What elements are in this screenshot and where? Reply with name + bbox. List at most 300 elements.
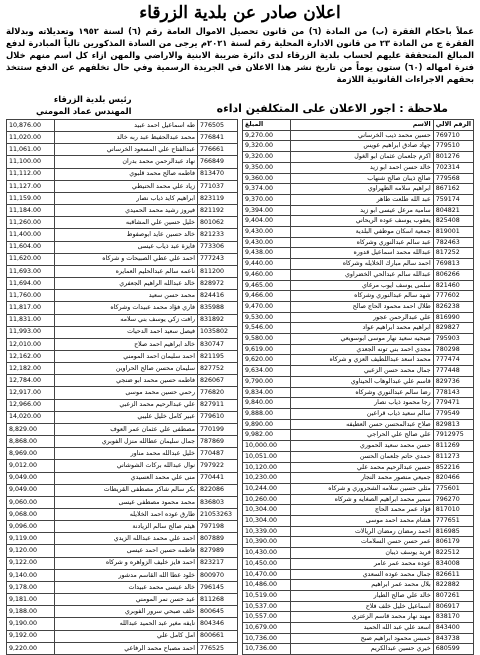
table-row <box>7 581 238 593</box>
table-row <box>7 192 238 204</box>
cell-amount: 11,100.00 <box>7 156 55 168</box>
cell-amount: 9,619.00 <box>243 344 291 355</box>
cell-id: 825408 <box>433 216 473 227</box>
cell-amount: 12,966.00 <box>7 399 55 411</box>
cell-name: ابراهيم كايد ذياب نصار <box>55 192 198 204</box>
cell-id: 777243 <box>198 253 238 265</box>
cell-name: عمر حسن حسن السلامات <box>291 537 434 548</box>
table-row <box>243 280 474 291</box>
cell-id: 776525 <box>198 642 238 654</box>
cell-name: نهاد عبدالرحمن محمد بدران <box>55 156 198 168</box>
cell-amount: 11,620.00 <box>7 253 55 265</box>
table-row <box>243 601 474 612</box>
right-table <box>242 119 474 655</box>
cell-name: فيروز رشيد محمد الحميدي <box>55 205 198 217</box>
cell-amount: 9,012.00 <box>7 460 55 472</box>
cell-name: نوال عبدالله بركات الشوشاني <box>55 460 198 472</box>
table-row <box>7 423 238 435</box>
cell-name: رافت زكي يوسف بني سلامه <box>55 314 198 326</box>
cell-amount: 10,450.00 <box>243 558 291 569</box>
cell-name: علي عبدالرحيم محمد الزعبي <box>55 399 198 411</box>
cell-id: 817252 <box>433 248 473 259</box>
cell-amount: 9,580.00 <box>243 334 291 345</box>
cell-amount: 11,159.00 <box>7 192 55 204</box>
table-row <box>243 301 474 312</box>
table-row <box>7 265 238 277</box>
cell-id: 836803 <box>198 496 238 508</box>
cell-name: عبد الله طلعت طاهر <box>291 194 434 205</box>
cell-amount: 9,465.00 <box>243 280 291 291</box>
cell-id: 813470 <box>198 168 238 180</box>
cell-id: 770441 <box>198 472 238 484</box>
cell-amount: 14,020.00 <box>7 411 55 423</box>
cell-amount: 9,404.00 <box>243 216 291 227</box>
cell-id: 795903 <box>433 334 473 345</box>
signature-block <box>6 93 132 117</box>
cell-name: علي عبدالرحمن عجور <box>291 312 434 323</box>
cell-amount: 9,122.00 <box>7 557 55 569</box>
table-header-row <box>243 120 474 131</box>
cell-amount: 9,320.00 <box>243 152 291 163</box>
table-row <box>243 162 474 173</box>
cell-id: 776661 <box>198 144 238 156</box>
cell-id: 829827 <box>433 323 473 334</box>
table-row <box>243 334 474 345</box>
cell-amount: 9,120.00 <box>7 545 55 557</box>
cell-id: 811200 <box>198 265 238 277</box>
cell-id: 782463 <box>433 237 473 248</box>
cell-id: 811269 <box>433 441 473 452</box>
cell-name: فاطمه حسين احمد عيسى <box>55 545 198 557</box>
cell-name: رجا محمود ذياب نصار <box>291 398 434 409</box>
cell-amount: 9,438.00 <box>243 248 291 259</box>
cell-amount: 10,679.00 <box>243 623 291 634</box>
table-row <box>243 430 474 441</box>
cell-id: 826611 <box>433 569 473 580</box>
cell-amount: 11,993.00 <box>7 326 55 338</box>
table-row <box>7 338 238 350</box>
cell-id: 21053263 <box>198 509 238 521</box>
cell-name: خليل حسين علي المشاقبه <box>55 217 198 229</box>
cell-id: 800645 <box>198 606 238 618</box>
cell-name: رحمي حسين محمد موسى <box>55 387 198 399</box>
table-row <box>243 344 474 355</box>
cell-id: 817010 <box>433 505 473 516</box>
table-row <box>243 227 474 238</box>
table-row <box>7 606 238 618</box>
table-row <box>7 521 238 533</box>
table-row <box>243 141 474 152</box>
cell-name: اكرم جلعمان عثمان ابو الغول <box>291 152 434 163</box>
cell-amount: 10,430.00 <box>243 548 291 559</box>
cell-name: علي صالح علي الحراجي <box>291 430 434 441</box>
cell-name: فايزة عبد ذياب عيسى <box>55 241 198 253</box>
cell-amount: 11,400.00 <box>7 229 55 241</box>
cell-id: 773306 <box>198 241 238 253</box>
cell-name: مصطفى علي عثمان عمر العوف <box>55 423 198 435</box>
table-row <box>7 618 238 630</box>
table-row <box>7 168 238 180</box>
cell-amount: 10,736.00 <box>243 644 291 655</box>
cell-name: خالد عيسى محمد عبيدات <box>55 581 198 593</box>
cell-id: 804821 <box>433 205 473 216</box>
cell-name: عبدالفتاح علي المسعود الخرساني <box>55 144 198 156</box>
cell-id: 776505 <box>198 120 238 132</box>
cell-amount: 9,620.00 <box>243 355 291 366</box>
cell-amount: 9,470.00 <box>243 301 291 312</box>
cell-name: عبير كامل خليل عليبي <box>55 411 198 423</box>
cell-amount: 9,546.00 <box>243 323 291 334</box>
cell-id: 702314 <box>433 162 473 173</box>
cell-id: 777602 <box>433 291 473 302</box>
cell-id: 1035802 <box>198 326 238 338</box>
table-row <box>243 366 474 377</box>
cell-name: صالح ذيبان صالح شنهاب <box>291 173 434 184</box>
cell-name: حسن محمد سعيد الحموري <box>291 441 434 452</box>
cell-id: 826067 <box>198 375 238 387</box>
cell-id: 827989 <box>198 545 238 557</box>
cell-amount: 11,020.00 <box>7 132 55 144</box>
cell-name: امل كامل علي <box>55 630 198 642</box>
cell-amount: 10,000.00 <box>243 441 291 452</box>
cell-amount: 9,270.00 <box>243 130 291 141</box>
table-row <box>243 248 474 259</box>
cell-id: 827911 <box>198 399 238 411</box>
cell-amount: 9,890.00 <box>243 419 291 430</box>
table-row <box>7 460 238 472</box>
cell-name: فاري فؤاد محمد عبيدات وشركاه <box>55 302 198 314</box>
table-row <box>7 326 238 338</box>
cell-id: 811273 <box>433 451 473 462</box>
left-table-body <box>7 120 238 655</box>
table-row <box>243 323 474 334</box>
cell-amount: 9,096.00 <box>7 521 55 533</box>
left-table <box>6 119 238 655</box>
table-row <box>243 483 474 494</box>
table-row <box>243 398 474 409</box>
cell-name: محمد عبدالحفيظ عبد ربه خالد <box>55 132 198 144</box>
cell-id: 823217 <box>198 557 238 569</box>
cell-id: 811268 <box>198 594 238 606</box>
cell-id: 797198 <box>198 521 238 533</box>
cell-id: 766849 <box>198 156 238 168</box>
cell-name: خالد علي صالح الطيار <box>291 590 434 601</box>
cell-id: 821460 <box>433 280 473 291</box>
cell-name: احمد علي عطي الصبيحات و شركاه <box>55 253 198 265</box>
table-row <box>243 494 474 505</box>
cell-amount: 9,220.00 <box>7 642 55 654</box>
table-row <box>243 462 474 473</box>
cell-name: منى علي محمد العسيدي <box>55 472 198 484</box>
cell-id: 777474 <box>433 355 473 366</box>
table-row <box>7 642 238 654</box>
table-row <box>7 241 238 253</box>
cell-amount: 12,784.00 <box>7 375 55 387</box>
table-row <box>7 496 238 508</box>
cell-name: عبد سالم عبدالنوري وشركاه <box>291 237 434 248</box>
cell-name: زياد علي محمد الحنيطي <box>55 180 198 192</box>
cell-id: 806179 <box>433 537 473 548</box>
cell-amount: 9,466.00 <box>243 291 291 302</box>
cell-amount: 9,320.00 <box>243 141 291 152</box>
cell-id: 779568 <box>433 173 473 184</box>
cell-amount: 12,162.00 <box>7 350 55 362</box>
table-row <box>243 451 474 462</box>
table-row <box>243 633 474 644</box>
cell-id: 778143 <box>433 387 473 398</box>
table-row <box>7 411 238 423</box>
cell-id: 822086 <box>198 484 238 496</box>
cell-amount: 9,140.00 <box>7 569 55 581</box>
cell-id: 824416 <box>198 290 238 302</box>
cell-amount: 9,460.00 <box>243 269 291 280</box>
cell-name: طلال احمد محمود الحاج صالح <box>291 301 434 312</box>
cell-id: 777651 <box>433 516 473 527</box>
cell-amount: 10,244.00 <box>243 483 291 494</box>
cell-name: خالد حسن احمد ابو زيد <box>291 162 434 173</box>
cell-name: جمال سليمان عطالله منزل الفوبري <box>55 436 198 448</box>
cell-id: 828972 <box>198 278 238 290</box>
notice-body: عملاً باحكام الفقرة (ب) من المادة (٦) من قانون تحصيل الاموال العامة رقم (٦) لسنة ١٩٥٢ وتعديلاته وبدلالة الفقرة ج من المادة ٢٣ من قانون الادارة المحلية رقم لسنة ٢٠٢١م يرجى من السادة المذكورين تالياً المبادرة لدفع المبالغ المتحققة عليهم لحساب بلدية الزرقاء لدى دائرة ضريبة الابنية والاراضي والمهن ازاء كل اسم منهم خلال فترة امهاله (٦٠) ستون يوماً من تاريخ نشر هذا الاعلان في الجريدة الرسمية وفي حال تخلفهم عن الدفع ستتخذ بحقهم الاجراءات القانونية اللازمة <box>6 26 475 84</box>
cell-amount: 9,530.00 <box>243 312 291 323</box>
cell-name: ابراهيم محمد ابراهيم عواد <box>291 323 434 334</box>
cell-name: طه اسماعيل احمد عبيد <box>55 120 198 132</box>
cell-amount: 10,537.00 <box>243 601 291 612</box>
table-row <box>7 569 238 581</box>
cell-amount: 10,051.00 <box>243 451 291 462</box>
cell-id: 777448 <box>433 366 473 377</box>
cell-amount: 9,430.00 <box>243 237 291 248</box>
cell-name: فريد يوسف ذيبان <box>291 548 434 559</box>
cell-name: ناعمه سالم عبدالحليم العمايره <box>55 265 198 277</box>
table-row <box>7 205 238 217</box>
cell-amount: 9,119.00 <box>7 533 55 545</box>
table-row <box>7 217 238 229</box>
table-row <box>243 408 474 419</box>
table-row <box>243 580 474 591</box>
cell-id: 770487 <box>198 448 238 460</box>
cell-name: فؤاد عمر محمد الحاج <box>291 505 434 516</box>
cell-id: 852216 <box>433 462 473 473</box>
cell-amount: 11,112.00 <box>7 168 55 180</box>
table-row <box>7 132 238 144</box>
cell-name: مثلي حسين سلامه الشحروري و شركاه <box>291 483 434 494</box>
cell-name: سلمى يوسف ايوب مرغاي <box>291 280 434 291</box>
cell-id: 826238 <box>433 301 473 312</box>
cell-name: حسين عبدالرحيم محمد علي <box>291 462 434 473</box>
table-row <box>7 350 238 362</box>
cell-id: 796145 <box>198 581 238 593</box>
cell-name: خلف صبحي سرور الفوبري <box>55 606 198 618</box>
cell-amount: 10,470.00 <box>243 569 291 580</box>
cell-id: 769710 <box>433 130 473 141</box>
table-row <box>243 312 474 323</box>
cell-id: 843400 <box>433 623 473 634</box>
table-row <box>7 533 238 545</box>
cell-amount: 11,693.00 <box>7 265 55 277</box>
cell-amount: 9,370.00 <box>243 194 291 205</box>
cell-id: 807261 <box>433 590 473 601</box>
cell-amount: 9,181.00 <box>7 594 55 606</box>
cell-name: حمدي حاتم جلعمان الحسن <box>291 451 434 462</box>
cell-amount: 10,876.00 <box>7 120 55 132</box>
cell-name: هيثم صالح سالم الزيادنة <box>55 521 198 533</box>
tables-container <box>6 119 474 655</box>
cell-name: جمال محمد حسن الزعبي <box>291 366 434 377</box>
cell-name: سمير محمد ابراهيم الصغايه و شركاه <box>291 494 434 505</box>
table-row <box>243 441 474 452</box>
cell-name: طارق عوده احمد الخلايله <box>55 509 198 521</box>
cell-amount: 8,829.00 <box>7 423 55 435</box>
cell-id: 801062 <box>198 217 238 229</box>
header-id: الرقم الالي <box>433 120 473 131</box>
table-row <box>243 473 474 484</box>
cell-name: جمال محمد عوده السعدي <box>291 569 434 580</box>
table-row <box>243 537 474 548</box>
table-row <box>243 269 474 280</box>
cell-id: 843738 <box>433 633 473 644</box>
cell-amount: 10,557.00 <box>243 612 291 623</box>
cell-amount: 9,192.00 <box>7 630 55 642</box>
cell-amount: 9,188.00 <box>7 606 55 618</box>
table-row <box>243 376 474 387</box>
cell-amount: 9,840.00 <box>243 398 291 409</box>
cell-amount: 8,969.00 <box>7 448 55 460</box>
cell-id: 838170 <box>433 612 473 623</box>
cell-name: فاطمه حسين محمد ابو ضنجي <box>55 375 198 387</box>
cell-name: عوده محمد عمر عامر <box>291 558 434 569</box>
cell-id: 770199 <box>198 423 238 435</box>
cell-name: رضا سالم عبدالنوري وشركاه <box>291 387 434 398</box>
cell-amount: 9,178.00 <box>7 581 55 593</box>
signature-name: المهندس عماد المومني <box>36 106 132 116</box>
cell-name: ابراهيم سلامه الظهراوي <box>291 184 434 195</box>
cell-id: 800970 <box>198 569 238 581</box>
cell-amount: 10,120.00 <box>243 462 291 473</box>
table-row <box>7 302 238 314</box>
table-row <box>7 253 238 265</box>
cell-name: محمد اسعد عبداللطيف العزي و شركاه <box>291 355 434 366</box>
notice-title: اعلان صادر عن بلدية الزرقاء <box>139 3 341 23</box>
table-row <box>7 557 238 569</box>
table-row <box>7 314 238 326</box>
cell-id: 780298 <box>433 344 473 355</box>
header-name: الاسم <box>291 120 434 131</box>
cell-name: خالد ابراهيم احمد صلاح <box>55 338 198 350</box>
cell-id: 819001 <box>433 227 473 238</box>
table-row <box>7 387 238 399</box>
cell-id: 820466 <box>433 473 473 484</box>
table-row <box>243 130 474 141</box>
cell-name: شهد سالم عبدالنوري وشركاه <box>291 291 434 302</box>
cell-id: 7912975 <box>433 430 473 441</box>
table-row <box>243 259 474 270</box>
cell-name: احمد سليمان احمد المومني <box>55 350 198 362</box>
table-row <box>243 152 474 163</box>
table-row <box>7 375 238 387</box>
table-row <box>243 237 474 248</box>
cell-id: 800661 <box>198 630 238 642</box>
table-row <box>243 194 474 205</box>
cell-id: 831892 <box>198 314 238 326</box>
cell-id: 804346 <box>198 618 238 630</box>
cell-id: 823119 <box>198 192 238 204</box>
cell-id: 779471 <box>433 398 473 409</box>
table-row <box>7 290 238 302</box>
cell-amount: 11,760.00 <box>7 290 55 302</box>
table-row <box>243 644 474 655</box>
cell-id: 779510 <box>433 141 473 152</box>
cell-amount: 9,430.00 <box>243 227 291 238</box>
cell-name: عبدالله سالم عبدالحي الخضراوي <box>291 269 434 280</box>
cell-name: صبحيه سعيد نهار موسى ابوسويعي <box>291 334 434 345</box>
cell-name: حسين محمد ذيب الخرساني <box>291 130 434 141</box>
cell-id: 822882 <box>433 580 473 591</box>
cell-amount: 11,817.00 <box>7 302 55 314</box>
cell-id: 797922 <box>198 460 238 472</box>
cell-amount: 9,360.00 <box>243 173 291 184</box>
cell-name: سامية مرعل عيسى ابو زيد <box>291 205 434 216</box>
cell-name: اسعد علي عبد الله الحميد <box>291 623 434 634</box>
cell-name: مهند نهار محمد قاسم الزعتري <box>291 612 434 623</box>
cell-name: جميعي منصور محمد النجار <box>291 473 434 484</box>
cell-id: 806917 <box>433 601 473 612</box>
table-row <box>7 363 238 375</box>
table-row <box>7 229 238 241</box>
cell-amount: 9,888.00 <box>243 408 291 419</box>
cell-name: خالد عبدالله الراهيم الجعفري <box>55 278 198 290</box>
cell-amount: 11,184.00 <box>7 205 55 217</box>
cell-id: 776841 <box>198 132 238 144</box>
cell-name: احمد رمضان رمضان الريالات <box>291 526 434 537</box>
cell-id: 759174 <box>433 194 473 205</box>
cell-id: 769813 <box>433 259 473 270</box>
cell-name: احمد مصباح محمد الرفاعي <box>55 642 198 654</box>
signature-title: رئيس بلدية الزرقاء <box>53 94 132 104</box>
cell-amount: 10,304.00 <box>243 505 291 516</box>
cell-name: خالد حسين عايد ابوصفوط <box>55 229 198 241</box>
cell-id: 776820 <box>198 387 238 399</box>
notice-note: ملاحظة : اجور الاعلان على المتكلفين اداءه <box>216 102 448 115</box>
right-table-body <box>243 130 474 654</box>
table-row <box>243 173 474 184</box>
cell-name: يعقوب يوسف عوده الريحاني <box>291 216 434 227</box>
table-row <box>7 436 238 448</box>
cell-amount: 9,060.00 <box>7 496 55 508</box>
table-row <box>7 509 238 521</box>
cell-name: بلال محمد عمر ابراهيم <box>291 580 434 591</box>
cell-amount: 9,190.00 <box>7 618 55 630</box>
table-row <box>7 278 238 290</box>
cell-amount: 11,127.00 <box>7 180 55 192</box>
cell-name: خليل عبدالله محمد مناور <box>55 448 198 460</box>
cell-id: 835988 <box>198 302 238 314</box>
cell-amount: 9,982.00 <box>243 430 291 441</box>
cell-id: 796270 <box>433 494 473 505</box>
table-row <box>7 472 238 484</box>
table-row <box>243 526 474 537</box>
table-row <box>7 399 238 411</box>
cell-id: 821192 <box>198 205 238 217</box>
cell-name: احمد علي محمد عبدالله الزيدي <box>55 533 198 545</box>
cell-amount: 9,350.00 <box>243 162 291 173</box>
cell-amount: 10,486.00 <box>243 580 291 591</box>
cell-amount: 10,260.00 <box>243 494 291 505</box>
cell-name: محمد محمود مصطفى عيسى <box>55 496 198 508</box>
cell-name: عيد حسن نمر المومني <box>55 594 198 606</box>
table-row <box>243 216 474 227</box>
table-row <box>7 144 238 156</box>
